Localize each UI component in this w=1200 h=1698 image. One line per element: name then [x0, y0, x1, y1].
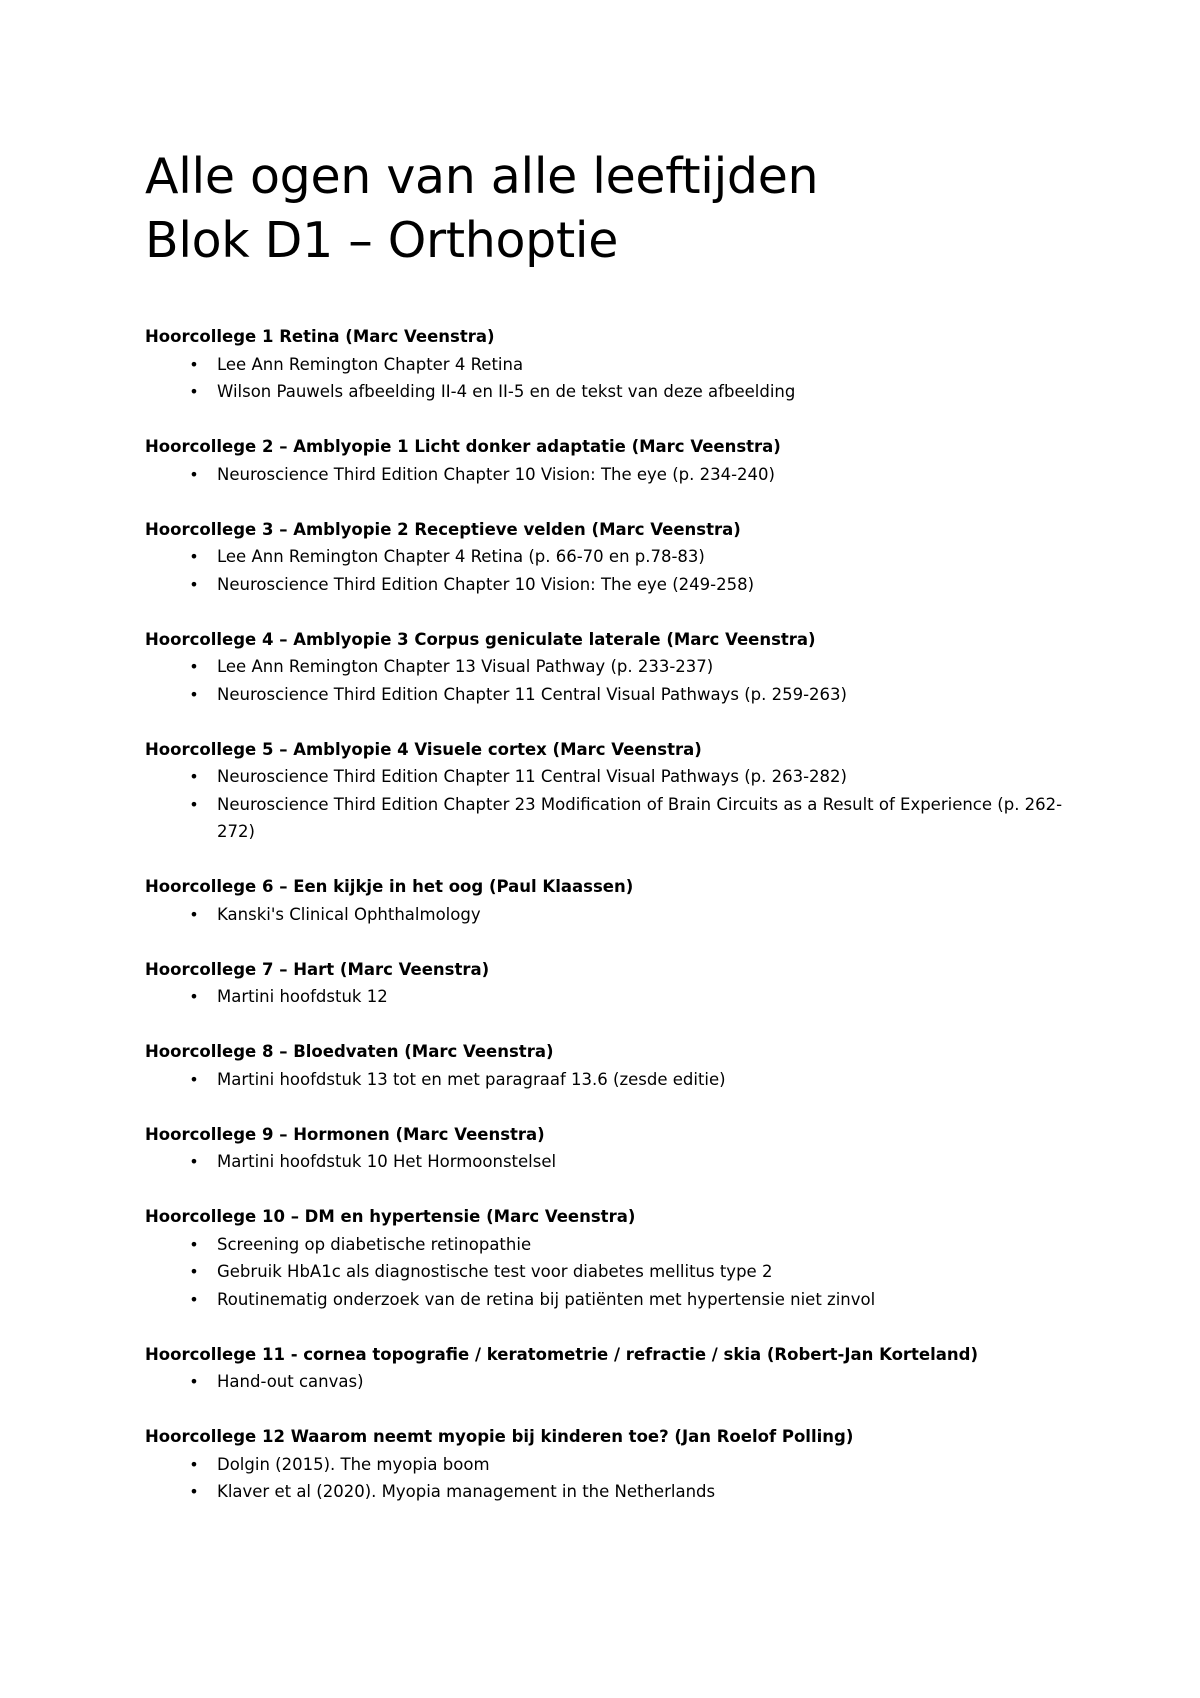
lecture-section: [145, 1121, 1075, 1176]
reading-list: [145, 1231, 1075, 1314]
reading-item: [145, 1451, 1075, 1479]
reading-list: [145, 901, 1075, 929]
lecture-heading: Hoorcollege 9 – Hormonen (Marc Veenstra): [145, 1124, 545, 1144]
lecture-heading: Hoorcollege 8 – Bloedvaten (Marc Veenstra): [145, 1042, 554, 1061]
reading-text: Lee Ann Remington Chapter 4 Retina (p. 66-70 en p.78-83): [217, 547, 705, 566]
reading-item: [145, 461, 1075, 489]
reading-item: [145, 543, 1075, 571]
bullet-icon: •: [189, 574, 199, 594]
reading-item: [145, 681, 1075, 709]
lecture-section: [145, 736, 1075, 846]
reading-item: [145, 901, 1075, 929]
bullet-icon: •: [189, 547, 199, 566]
reading-item: [145, 983, 1075, 1011]
bullet-icon: •: [189, 657, 199, 676]
document-title: [145, 145, 1075, 273]
title-line-course: Alle ogen van alle leeftijden: [145, 148, 819, 205]
reading-text: Martini hoofdstuk 13 tot en met paragraaf 13.6 (zesde editie): [217, 1069, 726, 1089]
document-page: [145, 145, 1075, 1533]
lecture-section: [145, 626, 1075, 709]
reading-text: Hand-out canvas): [217, 1372, 364, 1391]
reading-text: Martini hoofdstuk 12: [217, 987, 388, 1006]
reading-item: [145, 1231, 1075, 1259]
bullet-icon: •: [189, 1482, 199, 1501]
reading-text: Neuroscience Third Edition Chapter 11 Central Visual Pathways (p. 263-282): [217, 767, 847, 786]
bullet-icon: •: [189, 464, 199, 484]
reading-list: [145, 543, 1075, 598]
lecture-heading: Hoorcollege 5 – Amblyopie 4 Visuele cortex (Marc Veenstra): [145, 739, 702, 759]
bullet-icon: •: [189, 1069, 199, 1089]
bullet-icon: •: [189, 987, 199, 1006]
lecture-section: [145, 516, 1075, 599]
reading-item: [145, 653, 1075, 681]
reading-text: Neuroscience Third Edition Chapter 10 Vision: The eye (249-258): [217, 574, 755, 594]
reading-item: [145, 378, 1075, 406]
reading-list: [145, 763, 1075, 846]
reading-text: Routinematig onderzoek van de retina bij patiënten met hypertensie niet zinvol: [217, 1289, 876, 1309]
lecture-heading: Hoorcollege 6 – Een kijkje in het oog (Paul Klaassen): [145, 877, 634, 896]
reading-item: [145, 1148, 1075, 1176]
reading-text: Neuroscience Third Edition Chapter 10 Vision: The eye (p. 234-240): [217, 464, 775, 484]
reading-list: [145, 1148, 1075, 1176]
lecture-heading: Hoorcollege 4 – Amblyopie 3 Corpus geniculate laterale (Marc Veenstra): [145, 629, 816, 649]
lecture-heading: Hoorcollege 3 – Amblyopie 2 Receptieve velden (Marc Veenstra): [145, 519, 741, 539]
bullet-icon: •: [189, 794, 199, 814]
reading-text: Kanski's Clinical Ophthalmology: [217, 904, 481, 924]
lecture-section: [145, 433, 1075, 488]
reading-text: Martini hoofdstuk 10 Het Hormoonstelsel: [217, 1152, 557, 1171]
reading-text: Screening op diabetische retinopathie: [217, 1234, 532, 1254]
bullet-icon: •: [189, 382, 199, 401]
reading-text: Dolgin (2015). The myopia boom: [217, 1454, 490, 1474]
reading-text: Gebruik HbA1c als diagnostische test voor diabetes mellitus type 2: [217, 1262, 773, 1281]
bullet-icon: •: [189, 684, 199, 704]
reading-text: Lee Ann Remington Chapter 13 Visual Pathway (p. 233-237): [217, 657, 714, 676]
reading-text: Wilson Pauwels afbeelding II-4 en II-5 en de tekst van deze afbeelding: [217, 382, 796, 401]
reading-list: [145, 983, 1075, 1011]
reading-item: [145, 763, 1075, 791]
reading-item: [145, 1368, 1075, 1396]
reading-list: [145, 1368, 1075, 1396]
title-line-block: Blok D1 – Orthoptie: [145, 212, 619, 269]
lecture-heading: Hoorcollege 2 – Amblyopie 1 Licht donker adaptatie (Marc Veenstra): [145, 437, 781, 456]
bullet-icon: •: [189, 1454, 199, 1474]
lecture-section: [145, 873, 1075, 928]
lecture-heading: Hoorcollege 7 – Hart (Marc Veenstra): [145, 959, 490, 979]
lecture-section: [145, 323, 1075, 406]
reading-item: [145, 351, 1075, 379]
lecture-heading: Hoorcollege 12 Waarom neemt myopie bij kinderen toe? (Jan Roelof Polling): [145, 1427, 854, 1446]
lecture-section: [145, 1038, 1075, 1093]
reading-list: [145, 461, 1075, 489]
reading-text: Neuroscience Third Edition Chapter 23 Modification of Brain Circuits as a Result of Experience (p. 262-272): [217, 794, 1063, 841]
bullet-icon: •: [189, 1152, 199, 1171]
reading-item: [145, 1258, 1075, 1286]
reading-item: [145, 791, 1075, 846]
reading-list: [145, 1451, 1075, 1506]
bullet-icon: •: [189, 1234, 199, 1254]
reading-list: [145, 653, 1075, 708]
bullet-icon: •: [189, 354, 199, 374]
bullet-icon: •: [189, 1289, 199, 1309]
reading-item: [145, 1286, 1075, 1314]
lecture-section: [145, 1203, 1075, 1313]
reading-item: [145, 571, 1075, 599]
reading-text: Klaver et al (2020). Myopia management in the Netherlands: [217, 1482, 716, 1501]
bullet-icon: •: [189, 1372, 199, 1391]
lecture-heading: Hoorcollege 11 - cornea topografie / keratometrie / refractie / skia (Robert-Jan Korteland): [145, 1344, 979, 1364]
lecture-section: [145, 1423, 1075, 1506]
reading-list: [145, 1066, 1075, 1094]
lecture-list: [145, 323, 1075, 1506]
lecture-heading: Hoorcollege 1 Retina (Marc Veenstra): [145, 327, 495, 346]
reading-text: Lee Ann Remington Chapter 4 Retina: [217, 354, 524, 374]
bullet-icon: •: [189, 767, 199, 786]
lecture-section: [145, 956, 1075, 1011]
reading-item: [145, 1066, 1075, 1094]
lecture-heading: Hoorcollege 10 – DM en hypertensie (Marc Veenstra): [145, 1207, 636, 1226]
bullet-icon: •: [189, 904, 199, 924]
reading-list: [145, 351, 1075, 406]
reading-item: [145, 1478, 1075, 1506]
lecture-section: [145, 1341, 1075, 1396]
bullet-icon: •: [189, 1262, 199, 1281]
reading-text: Neuroscience Third Edition Chapter 11 Central Visual Pathways (p. 259-263): [217, 684, 847, 704]
